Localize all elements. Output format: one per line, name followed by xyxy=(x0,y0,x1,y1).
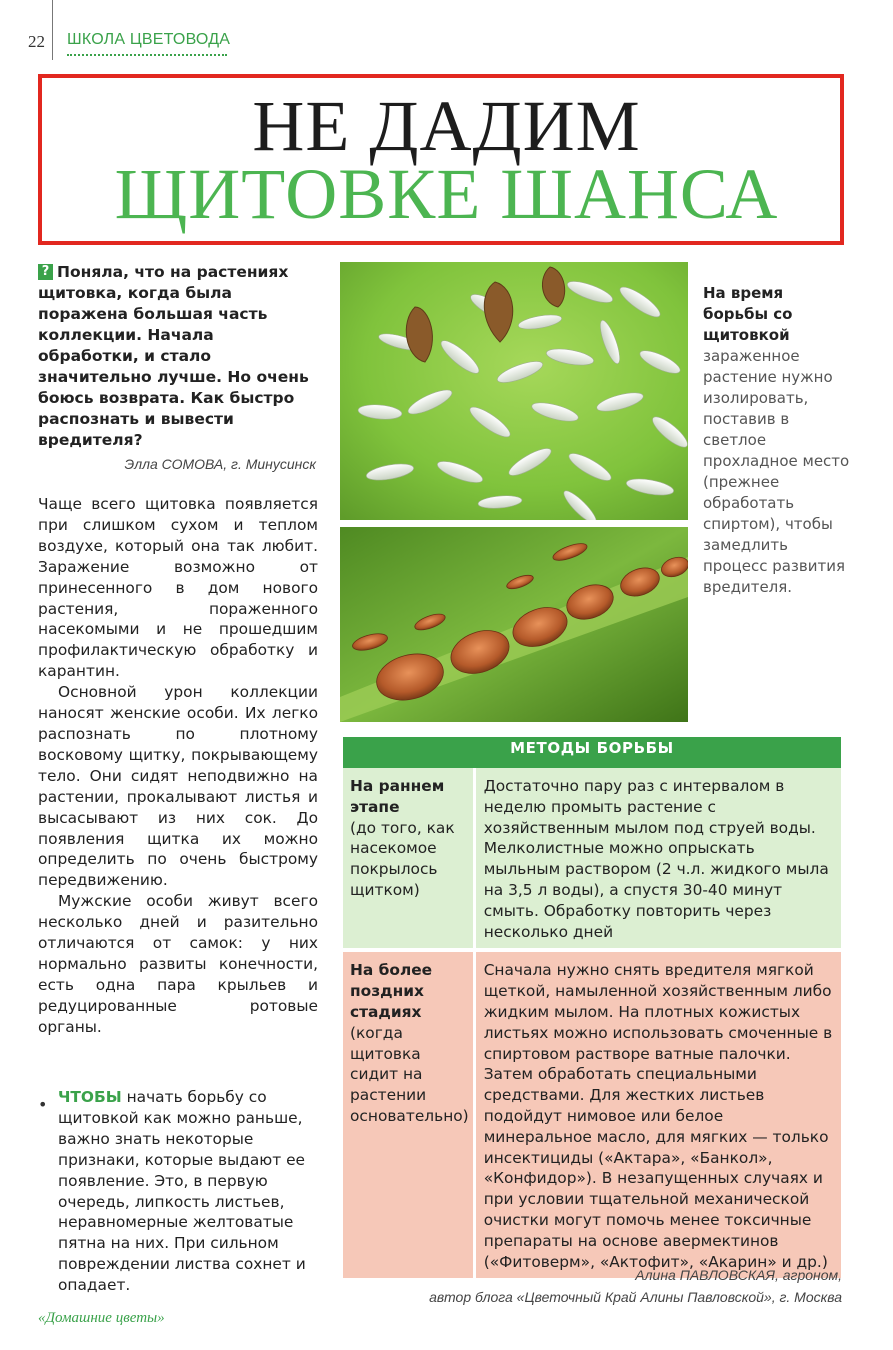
late-stage-cell xyxy=(343,950,474,1278)
reader-question: Поняла, что на растениях щитовка, когда была поражена большая часть коллекции. Начала обработки, и стало значительно лучше. Но очень боюсь возврата. Как быстро распознать и вывести вредителя? xyxy=(38,263,309,449)
question-mark-icon: ? xyxy=(38,264,53,280)
body-paragraph-2: Основной урон коллекции наносят женские особи. Их легко распознать по плотному восковому щитку, покрывающему тело. Они сидят неподвижно на растении, прокалывают листья и высасывают из них сок. До появления щитка их можно определить по очень быстрому передвижению. xyxy=(38,683,318,890)
expert-name: Алина ПАВЛОВСКАЯ, агроном, xyxy=(635,1267,842,1283)
section-title: ШКОЛА ЦВЕТОВОДА xyxy=(67,31,231,48)
photo-stem-brown-scales xyxy=(340,527,688,722)
tip-bullet xyxy=(58,1087,320,1296)
late-stage-title: На более поздних стадиях xyxy=(350,961,433,1021)
early-stage-method: Достаточно пару раз с интервалом в неделю промыть растение с хозяйственным мылом под струей воды. Мелколистные можно опрыскать мыльным раствором (2 ч.л. жидкого мыла на 3,5 л воды), а спустя 30-40 минут смыть. Обработку повторить через несколько дней xyxy=(474,768,841,950)
early-stage-note: (до того, как насекомое покрылось щитком) xyxy=(350,818,455,899)
late-stage-note: (когда щитовка сидит на растении основательно) xyxy=(350,1023,469,1125)
photo-caption-heading: На время борьбы со щитовкой xyxy=(703,284,793,344)
headline-line-2: ЩИТОВКЕ ШАНСА xyxy=(114,154,779,234)
photo-leaf-white-scales xyxy=(340,262,688,520)
expert-credit: автор блога «Цветочный Край Алины Павловской», г. Москва xyxy=(429,1289,842,1305)
methods-table xyxy=(343,737,841,1278)
scale-insects-photo-2 xyxy=(340,527,688,722)
early-stage-cell xyxy=(343,768,474,950)
article-body xyxy=(38,494,318,1038)
expert-signoff xyxy=(340,1264,842,1308)
section-underline xyxy=(67,54,227,56)
scale-insects-photo-1 xyxy=(340,262,688,520)
late-stage-method: Сначала нужно снять вредителя мягкой щеткой, намыленной хозяйственным либо жидким мылом. На плотных кожистых листьях можно использовать смоченные в спиртовом растворе ватные палочки. Затем обработать специальными средствами. Для жестких листьев подойдут нимовое или белое минеральное масло, для мягких — только инсектициды («Актара», «Банкол», «Конфидор»). В незапущенных случаях и при условии тщательной механической очистки могут помочь менее токсичные препараты на основе авермектинов («Фитоверм», «Актофит», «Акарин» и др.) xyxy=(474,950,841,1278)
table-row-late-stage xyxy=(343,950,841,1278)
methods-table-heading: МЕТОДЫ БОРЬБЫ xyxy=(343,737,841,768)
page-number: 22 xyxy=(28,32,45,51)
headline-line-1: НЕ ДАДИМ xyxy=(252,86,641,166)
body-paragraph-3: Мужские особи живут всего несколько дней и разительно отличаются от самок: у них нормально развиты конечности, есть одна пара крыльев и редуцированные ротовые органы. xyxy=(38,892,318,1036)
bullet-marker: • xyxy=(38,1095,48,1114)
publication-name: «Домашние цветы» xyxy=(38,1310,165,1326)
early-stage-title: На раннем этапе xyxy=(350,777,445,816)
bullet-keyword: ЧТОБЫ xyxy=(58,1088,122,1106)
question-author: Элла СОМОВА, г. Минусинск xyxy=(124,456,316,472)
bullet-text: начать борьбу со щитовкой как можно раньше, важно знать некоторые признаки, которые выдают ее появление. Это, в первую очередь, липкость листьев, неравномерные желтоватые пятна на них. При сильном повреждении листва сохнет и опадает. xyxy=(58,1088,306,1295)
photo-caption-text: зараженное растение нужно изолировать, поставив в светлое прохладное место (прежнее обработать спиртом), чтобы замедлить процесс развития вредителя. xyxy=(703,347,850,596)
body-paragraph-1: Чаще всего щитовка появляется при слишком сухом и теплом воздухе, который она так любит. Заражение возможно от принесенного в дом нового растения, пораженного насекомыми и не прошедшим профилактическую обработку и карантин. xyxy=(38,495,318,681)
header-divider xyxy=(52,0,53,60)
table-row-early-stage xyxy=(343,768,841,950)
